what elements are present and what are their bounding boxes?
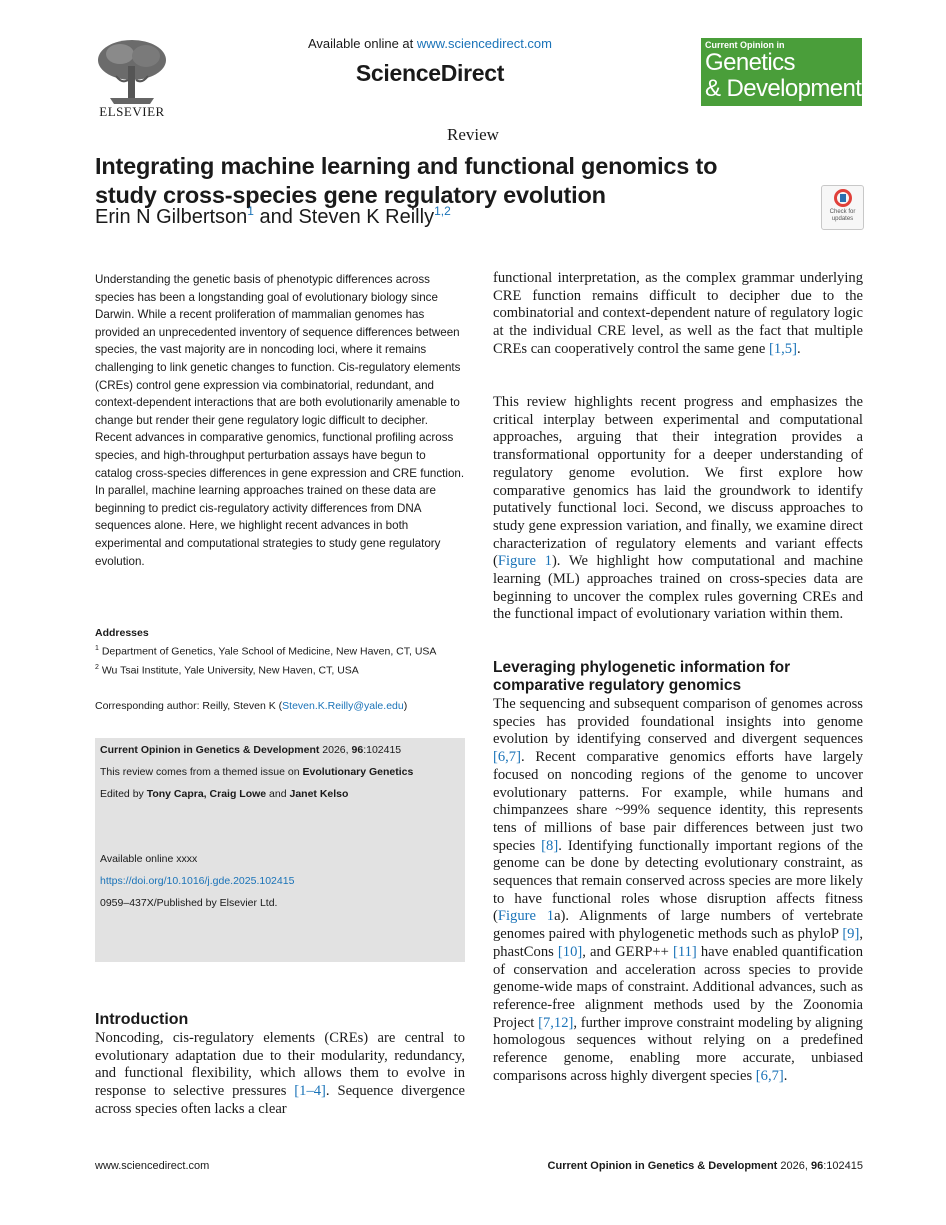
citation-link[interactable]: [10] (557, 943, 583, 960)
journal-badge-line1: Genetics (705, 49, 795, 76)
introduction-heading: Introduction (95, 1011, 189, 1028)
infobox-journal: Current Opinion in Genetics & Development (100, 744, 320, 756)
corr-prefix: Corresponding author: Reilly, Steven K ( (95, 700, 283, 712)
footer-journal: Current Opinion in Genetics & Development (547, 1160, 778, 1172)
infobox-editor-names: Tony Capra, Craig Lowe (146, 788, 267, 800)
citation-link[interactable]: [6,7] (755, 1067, 784, 1084)
infobox-volume: 96 (351, 744, 364, 756)
r3-text-h: , further improve constraint modeling by aligning homologous sequences without relying on a predefined reference genome, enabling more accurate, unbiased comparisons across highly divergent species (493, 1014, 863, 1084)
right-paragraph-1 (493, 270, 863, 359)
infobox-year: 2026, (319, 744, 352, 756)
right-paragraph-2 (493, 394, 863, 624)
infobox-theme-name[interactable]: Evolutionary Genetics (302, 766, 414, 778)
infobox-article-no: :102415 (363, 744, 402, 756)
corr-email-link[interactable]: Steven.K.Reilly@yale.edu (282, 700, 404, 712)
sciencedirect-brand: ScienceDirect (355, 60, 505, 86)
r3-text-i: . (783, 1067, 788, 1084)
check-for-updates-button[interactable] (821, 185, 864, 230)
infobox-issn: 0959–437X/Published by Elsevier Ltd. (100, 897, 278, 909)
citation-link[interactable]: [11] (672, 943, 697, 960)
r1-text-a: functional interpretation, as the complex grammar underlying CRE function remains difficult to decipher due to the combinatorial and context-dependent nature of regulatory logic at the individual CRE level, as well as the fact that multiple CREs can cooperatively control the same gene (493, 270, 863, 357)
address-2-text: Wu Tsai Institute, Yale University, New Haven, CT, USA (98, 664, 359, 676)
footer-volume: 96 (810, 1160, 824, 1172)
r3-text-f: , and GERP++ (582, 943, 673, 960)
address-1 (95, 642, 465, 659)
citation-link[interactable]: [7,12] (538, 1014, 574, 1031)
infobox-edited-prefix: Edited by (100, 788, 147, 800)
footer-citation (548, 1160, 863, 1172)
infobox-theme-prefix: This review comes from a themed issue on (100, 766, 303, 778)
infobox-editors (100, 788, 348, 800)
section-heading-phylogenetic: Leveraging phylogenetic information for comparative regulatory genomics (493, 659, 791, 694)
check-updates-label-2: updates (831, 216, 854, 222)
article-title (95, 152, 795, 210)
right-paragraph-3 (493, 696, 863, 1085)
infobox-editor-last: Janet Kelso (289, 788, 349, 800)
infobox-available: Available online xxxx (100, 853, 198, 865)
r3-text-c: . Identifying functionally important regions of the genome can be done by detecting evolutionary constraint, as sequences that remain conserved across species are more likely to have functional roles whose disruption affects fitness ( (493, 837, 864, 925)
addresses (95, 642, 465, 679)
address-2 (95, 661, 465, 678)
infobox-editors-and: and (266, 788, 290, 800)
author-list (95, 206, 451, 229)
doi-link[interactable]: https://doi.org/10.1016/j.gde.2025.102415 (100, 875, 295, 887)
citation-link[interactable]: [9] (842, 926, 860, 943)
availability-line (230, 36, 630, 51)
citation-link[interactable]: [8] (541, 837, 559, 854)
r2-text-b: ). We highlight how computational and machine learning (ML) approaches trained on cross-species data are beginning to uncover the complex rules governing CREs and the functional impact of evolutionary variation within them. (493, 553, 863, 623)
publisher-name: ELSEVIER (99, 104, 165, 119)
author-2[interactable]: Steven K Reilly (298, 206, 435, 228)
article-title-line2: study cross-species gene regulatory evolution (95, 182, 606, 208)
abstract: Understanding the genetic basis of phenotypic differences across species has been a longstanding goal of evolutionary biology since Darwin. While a recent proliferation of mammalian genomes has provided an unprecedented inventory of sequence differences between species, the vast majority are in noncoding loci, where it remains challenging to link genetic changes to function. Cis-regulatory elements (CREs) control gene expression via combinatorial, redundant, and context-dependent interactions that are both evolutionarily amenable to change but render their gene regulatory logic difficult to decipher. Recent advances in comparative genomics, functional profiling across species, and high-throughput perturbation assays have begun to catalog cross-species differences in gene expression and CRE function. In parallel, machine learning approaches trained on these data are beginning to predict cis-regulatory activity differences from DNA sequences alone. Here, we highlight recent advances in both experimental and computational strategies to study gene regulatory evolution. (95, 273, 465, 568)
check-updates-icon (834, 189, 852, 207)
citation-link[interactable]: [6,7] (493, 749, 521, 766)
r3-text-b: . Recent comparative genomics efforts have largely focused on noncoding regions of the genome to uncover evolutionary patterns. For example, while humans and chimpanzees share ~99% sequence identity, this represents tens of millions of base pair differences between just two species (493, 749, 863, 854)
check-updates-label-1: Check for (829, 209, 856, 215)
citation-link[interactable]: [1,5] (768, 340, 797, 357)
author-2-affiliation[interactable]: 1,2 (434, 204, 451, 218)
addresses-heading: Addresses (95, 627, 149, 639)
corresponding-author (95, 700, 465, 712)
footer-year: 2026, (777, 1160, 811, 1172)
infobox-theme (100, 766, 413, 778)
corr-suffix: ) (403, 700, 408, 712)
citation-link[interactable]: [1–4] (294, 1083, 326, 1100)
intro-text-b: . Sequence divergence across species often lacks a clear (95, 1083, 465, 1117)
address-2-sup: 2 (95, 663, 99, 671)
r3-text-d: a). Alignments of large numbers of vertebrate genomes paired with phylogenetic methods such as phyloP (493, 908, 863, 943)
article-type: Review (447, 125, 499, 144)
r2-text-a: This review highlights recent progress and emphasizes the critical interplay between experimental and computational approaches, arguing that their integration provides a transformational opportunity for a deeper understanding of regulatory genome evolution. We first explore how comparative genomics has laid the groundwork to identify putatively functional loci. Second, we discuss approaches to study gene expression variation, and finally, we examine direct characterization of regulatory elements and variant effects ( (493, 394, 863, 570)
footer-article-no: :102415 (823, 1160, 863, 1172)
infobox-citation (100, 744, 401, 756)
r3-text-g: have enabled quantification of conservation and acceleration across species to provide genome-wide maps of constraint. Additional advances, such as reference-free alignment methods used by the Zoonomia Project (493, 943, 863, 1031)
journal-badge-line2: & Development (705, 75, 862, 102)
figure-link[interactable]: Figure 1 (497, 553, 552, 570)
author-separator: and (253, 206, 299, 228)
intro-text-a: Noncoding, cis-regulatory elements (CREs) are central to evolutionary adaptation due to their modularity, redundancy, and functional flexibility, which allows them to evolve in response to selective pressures (95, 1030, 465, 1100)
address-1-text: Department of Genetics, Yale School of Medicine, New Haven, CT, USA (98, 645, 437, 658)
r3-text-e: , phastCons (493, 926, 863, 960)
author-1-affiliation[interactable]: 1 (247, 204, 254, 218)
article-title-line1: Integrating machine learning and functional genomics to (95, 153, 718, 179)
address-1-sup: 1 (95, 645, 99, 652)
availability-prefix: Available online at (307, 36, 417, 51)
article-info-box (95, 738, 465, 962)
journal-badge-small: Current Opinion in (705, 40, 785, 50)
author-1[interactable]: Erin N Gilbertson (95, 206, 248, 228)
footer-website: www.sciencedirect.com (95, 1160, 210, 1172)
introduction-paragraph (95, 1030, 465, 1119)
figure-link[interactable]: Figure 1 (497, 908, 555, 925)
sciencedirect-link[interactable]: www.sciencedirect.com (416, 36, 552, 51)
r1-text-b: . (796, 340, 801, 357)
r3-text-a: The sequencing and subsequent comparison of genomes across species has provided foundational insights into genome evolution by identifying conserved and divergent sequences (493, 696, 863, 748)
journal-badge (701, 38, 862, 106)
